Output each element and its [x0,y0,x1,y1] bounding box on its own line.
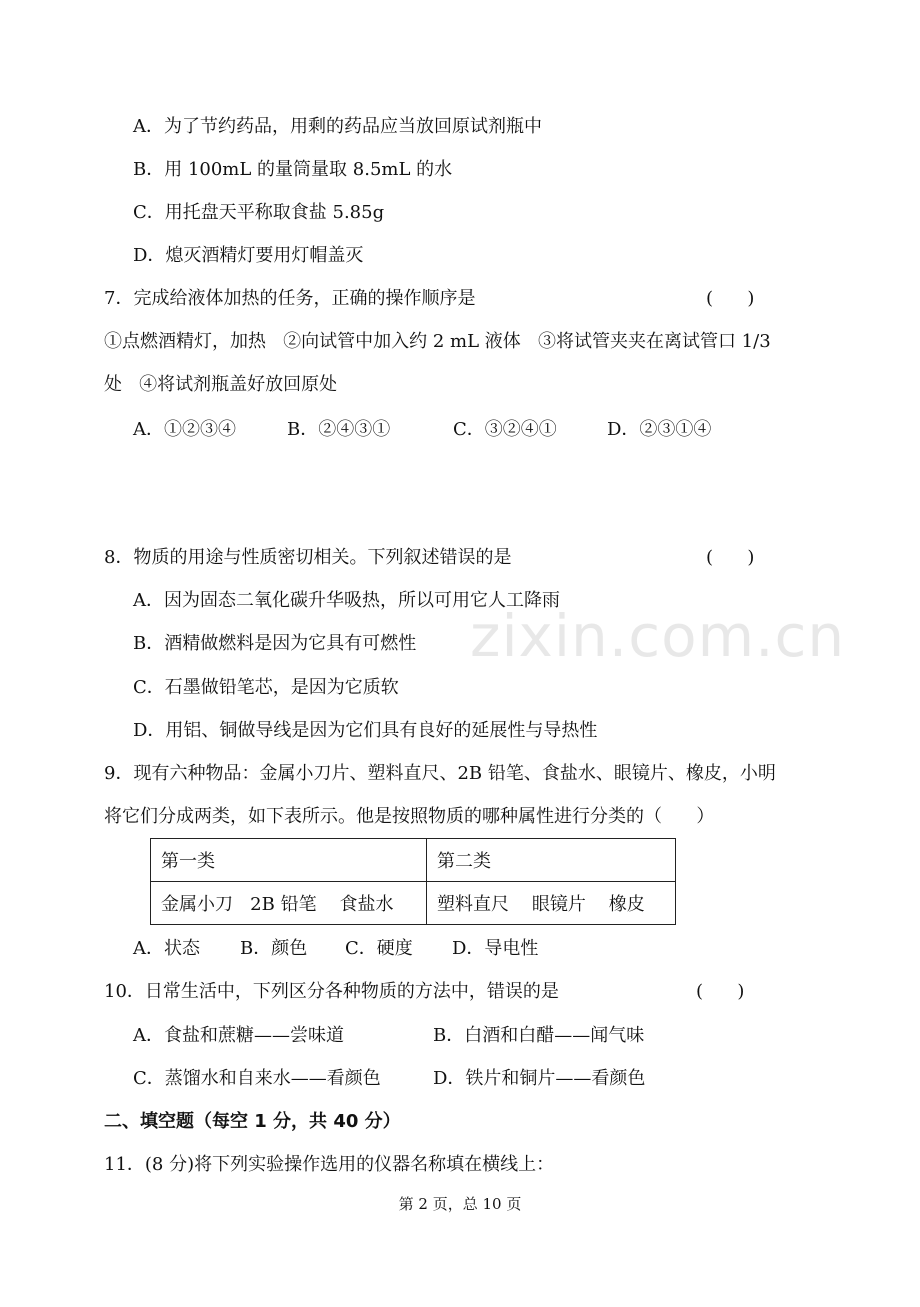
table-header-cell: 第二类 [427,839,676,882]
q10-option-b: B．白酒和白醋——闻气味 [433,1025,645,1046]
table-cell: 金属小刀 2B 铅笔 食盐水 [151,882,427,925]
q7-steps-line2: 处 ④将试剂瓶盖好放回原处 [104,374,338,395]
q7-option-d: D．②③①④ [607,419,712,440]
q6-option-c: C．用托盘天平称取食盐 5.85g [133,202,385,223]
section-heading: 二、填空题（每空 1 分，共 40 分） [104,1111,401,1132]
q8-answer-paren: ( ) [706,547,755,568]
q10-answer-paren: ( ) [696,981,745,1002]
table-header-row [151,839,676,882]
q8-option-c: C．石墨做铅笔芯，是因为它质软 [133,677,399,698]
watermark: zixin.com.cn [470,602,846,670]
q9-stem-line2: 将它们分成两类，如下表所示。他是按照物质的哪种属性进行分类的（ ） [104,806,715,827]
q8-option-a: A．因为固态二氧化碳升华吸热，所以可用它人工降雨 [133,590,560,611]
q7-option-a: A．①②③④ [133,419,236,440]
q11-stem: 11．(8 分)将下列实验操作选用的仪器名称填在横线上： [104,1154,555,1175]
q6-option-a: A．为了节约药品，用剩的药品应当放回原试剂瓶中 [133,116,542,137]
q7-option-b: B．②④③① [287,419,391,440]
q7-answer-paren: ( ) [706,288,755,309]
q8-option-b: B．酒精做燃料是因为它具有可燃性 [133,633,417,654]
table-cell: 塑料直尺 眼镜片 橡皮 [427,882,676,925]
q6-option-d: D．熄灭酒精灯要用灯帽盖灭 [133,245,364,266]
page-footer: 第 2 页，总 10 页 [398,1195,522,1213]
classification-table [150,838,676,925]
table-header-cell: 第一类 [151,839,427,882]
q9-option-c: C．硬度 [345,938,413,959]
q7-option-c: C．③②④① [453,419,557,440]
q10-option-c: C．蒸馏水和自来水——看颜色 [133,1068,381,1089]
q9-option-a: A．状态 [133,938,200,959]
q8-stem: 8．物质的用途与性质密切相关。下列叙述错误的是 [104,547,512,568]
q8-option-d: D．用铝、铜做导线是因为它们具有良好的延展性与导热性 [133,720,598,741]
q9-option-b: B．颜色 [240,938,308,959]
table-row [151,882,676,925]
q7-steps-line1: ①点燃酒精灯，加热 ②向试管中加入约 2 mL 液体 ③将试管夹夹在离试管口 1/3 [104,331,771,352]
q10-option-a: A．食盐和蔗糖——尝味道 [133,1025,344,1046]
q10-option-d: D．铁片和铜片——看颜色 [433,1068,646,1089]
q10-stem: 10．日常生活中，下列区分各种物质的方法中，错误的是 [104,981,559,1002]
q6-option-b: B．用 100mL 的量筒量取 8.5mL 的水 [133,159,453,180]
q9-stem-line1: 9．现有六种物品：金属小刀片、塑料直尺、2B 铅笔、食盐水、眼镜片、橡皮，小明 [104,763,776,784]
q9-option-d: D．导电性 [452,938,539,959]
q7-stem: 7．完成给液体加热的任务，正确的操作顺序是 [104,288,476,309]
